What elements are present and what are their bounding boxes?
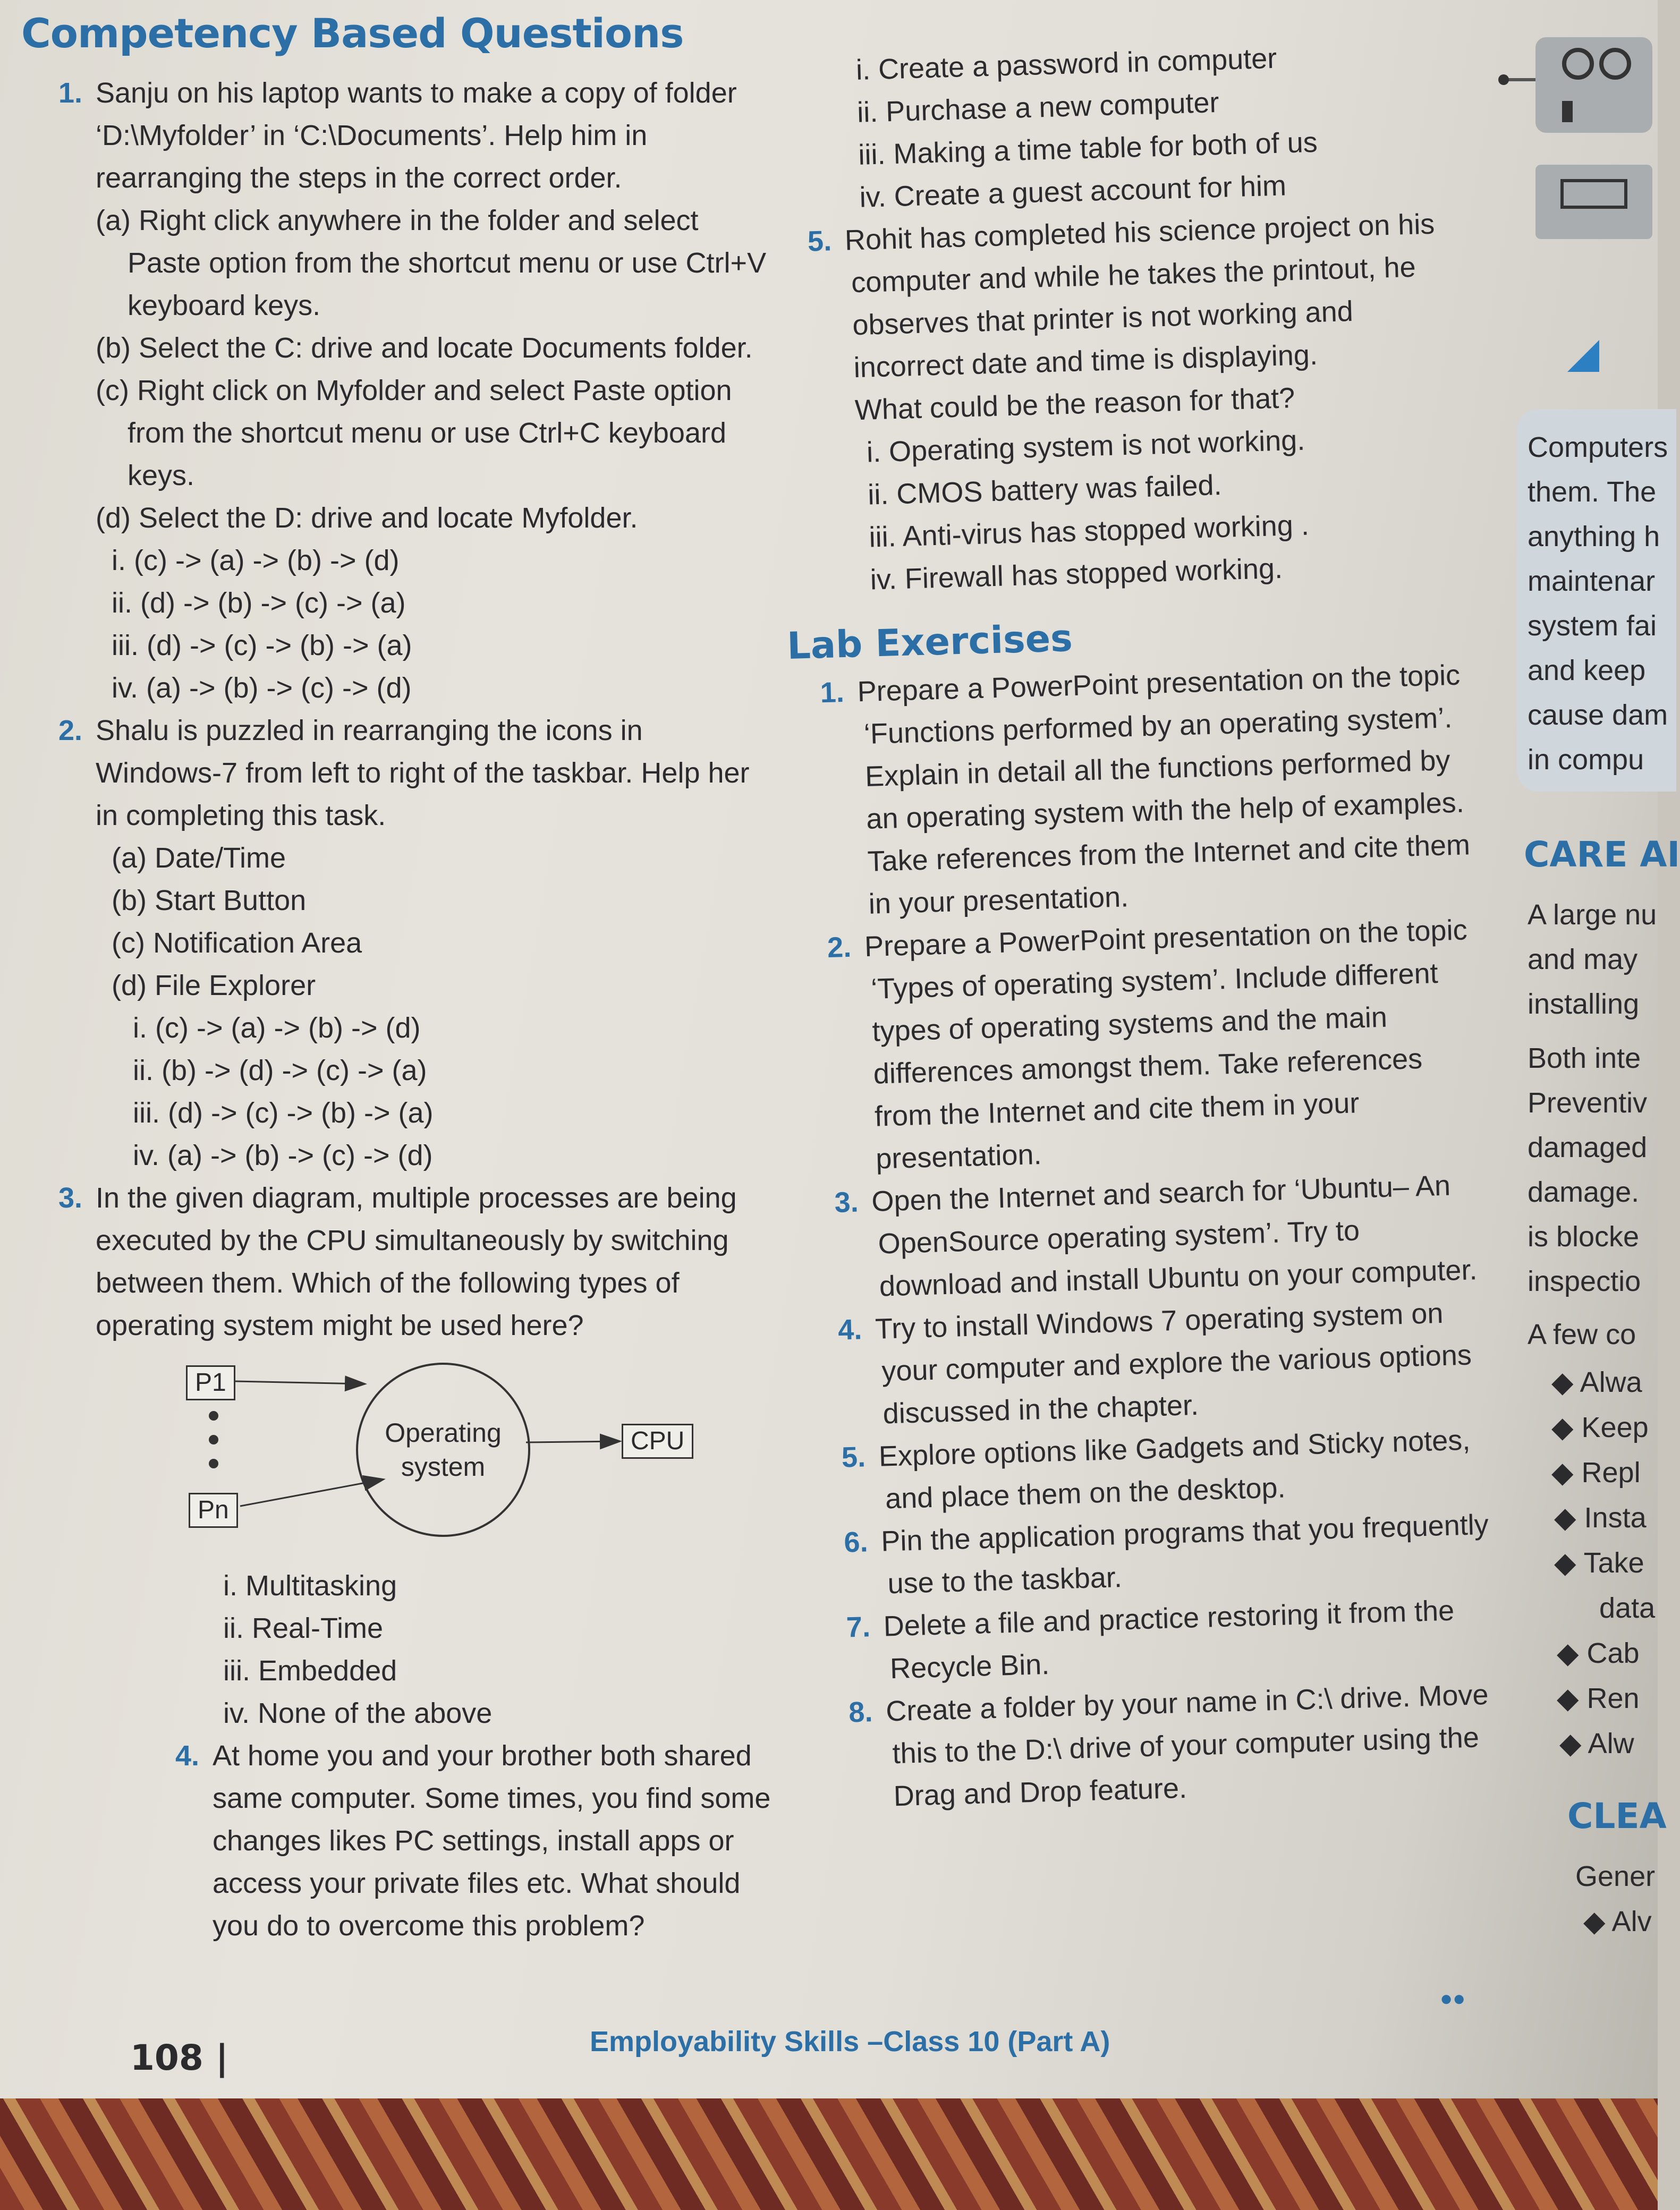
pn-box: Pn bbox=[189, 1493, 238, 1528]
lab-item: 5. Explore options like Gadgets and Sticky notes, and place them on the desktop. bbox=[841, 1424, 1471, 1515]
operating-system-circle: Operating system bbox=[356, 1363, 530, 1537]
sidebar-bullet: ◆ Insta bbox=[1554, 1502, 1647, 1534]
lab-item: 7. Delete a file and practice restoring it from the Recycle Bin. bbox=[846, 1594, 1455, 1685]
q3-option: iii. Embedded bbox=[223, 1655, 397, 1687]
cpu-arrow bbox=[526, 1441, 619, 1442]
sidebar-line: system fai bbox=[1528, 610, 1657, 642]
decorative-dots-icon: ●● bbox=[1440, 1987, 1466, 2010]
lab-item: 3. Open the Internet and search for ‘Ubuntu– An OpenSource operating system’. Try to download and install Ubuntu on your computer. bbox=[834, 1169, 1478, 1303]
sidebar-line: damaged bbox=[1528, 1132, 1648, 1163]
q1-option: iii. (d) -> (c) -> (b) -> (a) bbox=[112, 630, 412, 661]
q1-step: (a) Right click anywhere in the folder and select Paste option from the shortcut menu or use Ctrl+V keyboard keys. bbox=[96, 205, 767, 321]
sidebar-line: in compu bbox=[1528, 744, 1644, 776]
sidebar-line: is blocke bbox=[1528, 1221, 1640, 1253]
p1-box: P1 bbox=[186, 1365, 235, 1400]
q1-step: (b) Select the C: drive and locate Documents folder. bbox=[96, 332, 753, 364]
page-number: 108 | bbox=[130, 2037, 228, 2078]
lab-exercises-title: Lab Exercises bbox=[786, 616, 1073, 668]
sidebar-line: A large nu bbox=[1528, 899, 1657, 931]
q2-item: (a) Date/Time bbox=[112, 842, 286, 874]
question-1: 1. Sanju on his laptop wants to make a copy of folder ‘D:\Myfolder’ in ‘C:\Documents’. Help him in rearranging the steps in the correct order. bbox=[58, 77, 737, 194]
sidebar-line: Preventiv bbox=[1528, 1087, 1648, 1119]
q2-item: (c) Notification Area bbox=[112, 927, 362, 959]
sidebar-bullet: ◆ Repl bbox=[1551, 1457, 1641, 1489]
q4-option: iv. Create a guest account for him bbox=[859, 169, 1287, 214]
question-4: 4. At home you and your brother both shared same computer. Some times, you find some changes likes PC settings, install apps or access your private files etc. What should you do to overcome this problem? bbox=[175, 1740, 771, 1942]
sidebar-bullet: ◆ Cab bbox=[1557, 1637, 1640, 1669]
book-title: Employability Skills –Class 10 (Part A) bbox=[590, 2026, 1110, 2058]
lab-item: 8. Create a folder by your name in C:\ drive. Move this to the D:\ drive of your computer using the Drag and Drop feature. bbox=[848, 1678, 1489, 1813]
lab-item: 4. Try to install Windows 7 operating system on your computer and explore the various options discussed in the chapter. bbox=[837, 1297, 1472, 1430]
sidebar-bullet: ◆ Alw bbox=[1559, 1728, 1634, 1760]
sidebar-line: Both inte bbox=[1528, 1042, 1641, 1074]
sidebar-bullet: ◆ Alwa bbox=[1551, 1366, 1642, 1398]
q5-option: iv. Firewall has stopped working. bbox=[870, 552, 1283, 596]
sidebar-bullet: ◆ Ren bbox=[1557, 1682, 1640, 1714]
q2-item: (d) File Explorer bbox=[112, 970, 316, 1001]
ellipsis-dot bbox=[209, 1435, 218, 1444]
q1-step: (d) Select the D: drive and locate Myfolder. bbox=[96, 502, 638, 534]
q4-option: i. Create a password in computer bbox=[855, 42, 1277, 86]
ellipsis-dot bbox=[209, 1411, 218, 1421]
care-heading: CARE AI bbox=[1524, 834, 1680, 875]
sidebar-line: ◆ Alv bbox=[1583, 1906, 1652, 1937]
sidebar-line: inspectio bbox=[1528, 1265, 1641, 1297]
q3-option: i. Multitasking bbox=[223, 1570, 397, 1602]
sidebar-line: Computers bbox=[1528, 431, 1668, 463]
lab-item: 6. Pin the application programs that you frequently use to the taskbar. bbox=[843, 1508, 1489, 1600]
sidebar-line: cause dam bbox=[1528, 699, 1668, 731]
sidebar-line: maintenar bbox=[1528, 565, 1656, 597]
q2-option: i. (c) -> (a) -> (b) -> (d) bbox=[133, 1012, 421, 1044]
q5-option: ii. CMOS battery was failed. bbox=[867, 469, 1223, 511]
diagram-arrows bbox=[43, 1357, 776, 1559]
question-2: 2. Shalu is puzzled in rearranging the icons in Windows-7 from left to right of the taskbar. Help her in completing this task. bbox=[58, 715, 750, 831]
q2-option: iii. (d) -> (c) -> (b) -> (a) bbox=[133, 1097, 434, 1129]
corner-triangle-icon bbox=[1567, 340, 1599, 372]
q5-option: iii. Anti-virus has stopped working . bbox=[868, 509, 1310, 554]
q2-option: iv. (a) -> (b) -> (c) -> (d) bbox=[133, 1140, 433, 1171]
q5-question: What could be the reason for that? bbox=[854, 382, 1295, 427]
sidebar-line: A few co bbox=[1528, 1319, 1636, 1350]
question-5: 5. Rohit has completed his science project on his computer and while he takes the printout, he observes that printer is not working and incorrect date and time is displaying. bbox=[807, 208, 1436, 384]
q1-option: i. (c) -> (a) -> (b) -> (d) bbox=[112, 545, 400, 576]
sidebar-line: installing bbox=[1528, 988, 1640, 1020]
q1-option: iv. (a) -> (b) -> (c) -> (d) bbox=[112, 672, 412, 704]
sidebar-line: Gener bbox=[1575, 1860, 1656, 1892]
sidebar-bullet: ◆ Keep bbox=[1551, 1412, 1649, 1443]
left-column bbox=[43, 72, 776, 1947]
question-3: 3. In the given diagram, multiple processes are being executed by the CPU simultaneously by switching between them. Which of the following types of operating system might be used here? bbox=[58, 1182, 737, 1341]
background-cloth bbox=[0, 2098, 1658, 2210]
q2-option: ii. (b) -> (d) -> (c) -> (a) bbox=[133, 1055, 427, 1086]
sidebar-line: and keep bbox=[1528, 654, 1646, 686]
sidebar-line: damage. bbox=[1528, 1176, 1640, 1208]
clean-heading: CLEA bbox=[1567, 1796, 1667, 1837]
process-diagram bbox=[43, 1357, 776, 1559]
q2-item: (b) Start Button bbox=[112, 885, 307, 916]
lab-item: 2. Prepare a PowerPoint presentation on the topic ‘Types of operating system’. Include different types of operating systems and the main differences amongst them. Take references from the Internet and cite them in your presentation. bbox=[827, 914, 1468, 1175]
sidebar-bullet: ◆ Take bbox=[1554, 1547, 1644, 1579]
q5-option: i. Operating system is not working. bbox=[866, 424, 1306, 469]
q4-option: iii. Making a time table for both of us bbox=[858, 126, 1318, 171]
pn-arrow bbox=[240, 1480, 383, 1506]
cpu-box: CPU bbox=[622, 1424, 693, 1459]
p1-arrow bbox=[235, 1381, 364, 1384]
q1-option: ii. (d) -> (b) -> (c) -> (a) bbox=[112, 587, 406, 619]
q3-option: ii. Real-Time bbox=[223, 1612, 384, 1644]
robot-illustration-icon bbox=[1504, 32, 1652, 244]
q3-option: iv. None of the above bbox=[223, 1697, 493, 1729]
sidebar-line: anything h bbox=[1528, 521, 1660, 552]
section-heading: Competency Based Questions bbox=[21, 10, 684, 57]
sidebar-line: them. The bbox=[1528, 476, 1657, 508]
lab-item: 1. Prepare a PowerPoint presentation on the topic ‘Functions performed by an operating system’. Explain in detail all the functions performed by an operating system with the help of examples. Take references from the Internet and cite them in your presentation. bbox=[819, 659, 1471, 920]
sidebar-line: data bbox=[1599, 1592, 1656, 1624]
q4-option: ii. Purchase a new computer bbox=[856, 86, 1220, 129]
sidebar-line: and may bbox=[1528, 944, 1638, 975]
q1-step: (c) Right click on Myfolder and select Paste option from the shortcut menu or use Ctrl+C keyboard keys. bbox=[96, 375, 732, 491]
right-column bbox=[786, 32, 1499, 1819]
ellipsis-dot bbox=[209, 1459, 218, 1468]
